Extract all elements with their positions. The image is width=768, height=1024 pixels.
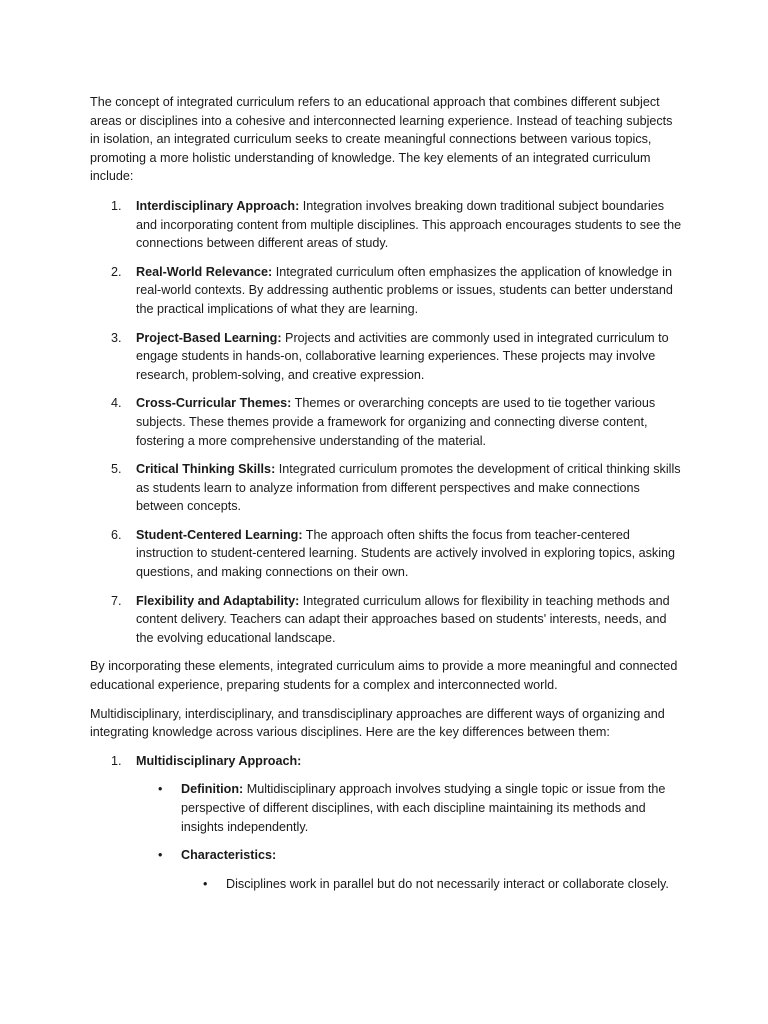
- detail-label: Characteristics:: [181, 848, 277, 863]
- item-text: The approach often shifts the focus from teacher-centered instruction to student-centered learning. Students are actively involved in exploring topics, asking questions, and making connections on their own.: [136, 527, 676, 580]
- intro-paragraph: The concept of integrated curriculum refers to an educational approach that combines different subject areas or disciplines into a cohesive and interconnected learning experience. Instead of teaching subjects in isolation, an integrated curriculum seeks to create meaningful connections between various topics, promoting a more holistic understanding of knowledge. The key elements of an integrated curriculum include:: [90, 95, 673, 184]
- item-title: Real-World Relevance:: [136, 264, 273, 279]
- item-text: Projects and activities are commonly used in integrated curriculum to engage students in hands-on, collaborative learning experiences. These projects may involve research, problem-solving, and creative expression.: [136, 330, 669, 382]
- list-number: 4.: [111, 396, 122, 411]
- list-item: [90, 263, 682, 319]
- list-item: [136, 846, 682, 893]
- conclusion-paragraph: By incorporating these elements, integrated curriculum aims to provide a more meaningful and connected educational experience, preparing students for a complex and interconnected world.: [90, 659, 678, 693]
- approaches-intro-paragraph: Multidisciplinary, interdisciplinary, and transdisciplinary approaches are different ways of organizing and integrating knowledge across various disciplines. Here are the key differences between them:: [90, 706, 665, 740]
- item-text: Integrated curriculum often emphasizes the application of knowledge in real-world contexts. By addressing authentic problems or issues, students can better understand the practical implications of what they are learning.: [136, 264, 673, 316]
- list-item: [90, 329, 682, 385]
- list-number: 3.: [111, 330, 122, 345]
- item-title: Flexibility and Adaptability:: [136, 593, 300, 608]
- item-text: Integrated curriculum allows for flexibility in teaching methods and content delivery. Teachers can adapt their approaches based on students' interests, needs, and the evolving educational landscape.: [136, 593, 670, 645]
- key-elements-list: [90, 197, 682, 647]
- list-number: 6.: [111, 527, 122, 542]
- list-item: [90, 197, 682, 253]
- approaches-list: [90, 752, 682, 894]
- list-number: 1.: [111, 198, 122, 213]
- bullet-icon: •: [158, 848, 163, 863]
- item-title: Critical Thinking Skills:: [136, 462, 276, 477]
- item-text: Integrated curriculum promotes the development of critical thinking skills as students learn to analyze information from different perspectives and make connections between concepts.: [136, 462, 681, 514]
- item-text: Themes or overarching concepts are used to tie together various subjects. These themes provide a framework for organizing and connecting diverse content, fostering a more comprehensive understanding of the material.: [136, 396, 656, 448]
- item-title: Project-Based Learning:: [136, 330, 282, 345]
- list-item: [90, 526, 682, 582]
- bullet-icon: •: [158, 782, 163, 797]
- list-number: 5.: [111, 462, 122, 477]
- list-number: 1.: [111, 753, 122, 768]
- bullet-icon: •: [203, 876, 208, 891]
- item-title: Student-Centered Learning:: [136, 527, 303, 542]
- detail-label: Definition:: [181, 782, 244, 797]
- item-title: Cross-Curricular Themes:: [136, 396, 292, 411]
- list-number: 2.: [111, 264, 122, 279]
- list-item: [136, 780, 682, 836]
- detail-text: Multidisciplinary approach involves studying a single topic or issue from the perspective of different disciplines, with each discipline maintaining its methods and insights independently.: [181, 782, 666, 834]
- item-text: Integration involves breaking down traditional subject boundaries and incorporating content from multiple disciplines. This approach encourages students to see the connections between different areas of study.: [136, 198, 682, 251]
- list-item: [90, 592, 682, 648]
- item-title: Interdisciplinary Approach:: [136, 198, 300, 213]
- list-item: [90, 460, 682, 516]
- list-item: [90, 752, 682, 894]
- list-number: 7.: [111, 593, 122, 608]
- list-item: [181, 875, 682, 894]
- characteristic-text: Disciplines work in parallel but do not necessarily interact or collaborate closely.: [226, 876, 669, 891]
- item-title: Multidisciplinary Approach:: [136, 753, 302, 768]
- characteristics-list: [181, 875, 682, 894]
- list-item: [90, 394, 682, 450]
- approach-details-list: [136, 780, 682, 893]
